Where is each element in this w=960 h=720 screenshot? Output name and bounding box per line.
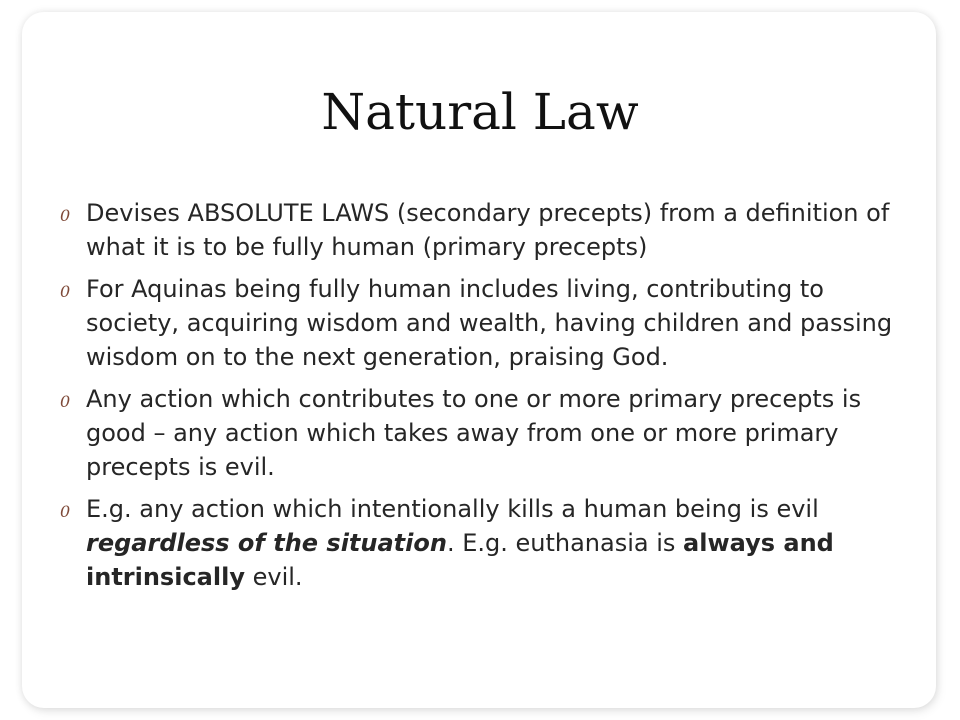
- strong-text: always and intrinsically: [86, 529, 834, 591]
- slide-title: Natural Law: [321, 83, 639, 141]
- bullet-text: Devises ABSOLUTE LAWS (secondary precepts) from a definition of what it is to be fully human (primary precepts): [86, 199, 890, 261]
- bullet-text-part: evil.: [244, 563, 303, 591]
- bullet-text: For Aquinas being fully human includes living, contributing to society, acquiring wisdom and wealth, having children and passing wisdom on to the next generation, praising God.: [86, 275, 893, 371]
- bullet-text: [86, 495, 834, 591]
- bullet-text-part: . E.g. euthanasia is: [446, 529, 684, 557]
- bullet-text: Any action which contributes to one or more primary precepts is good – any action which takes away from one or more primary precepts is evil.: [86, 385, 862, 481]
- emphasis-text: regardless of the situation: [86, 529, 447, 557]
- bullet-marker: 0: [60, 392, 71, 411]
- bullet-marker: 0: [60, 502, 71, 521]
- bullet-marker: 0: [60, 206, 71, 225]
- bullet-text-part: E.g. any action which intentionally kills a human being is evil: [86, 495, 819, 523]
- bullet-marker: 0: [60, 282, 71, 301]
- bullet-item: [60, 382, 900, 484]
- bullet-item: [60, 492, 900, 594]
- bullet-item: [60, 196, 900, 264]
- bullet-list: [60, 196, 900, 602]
- bullet-item: [60, 272, 900, 374]
